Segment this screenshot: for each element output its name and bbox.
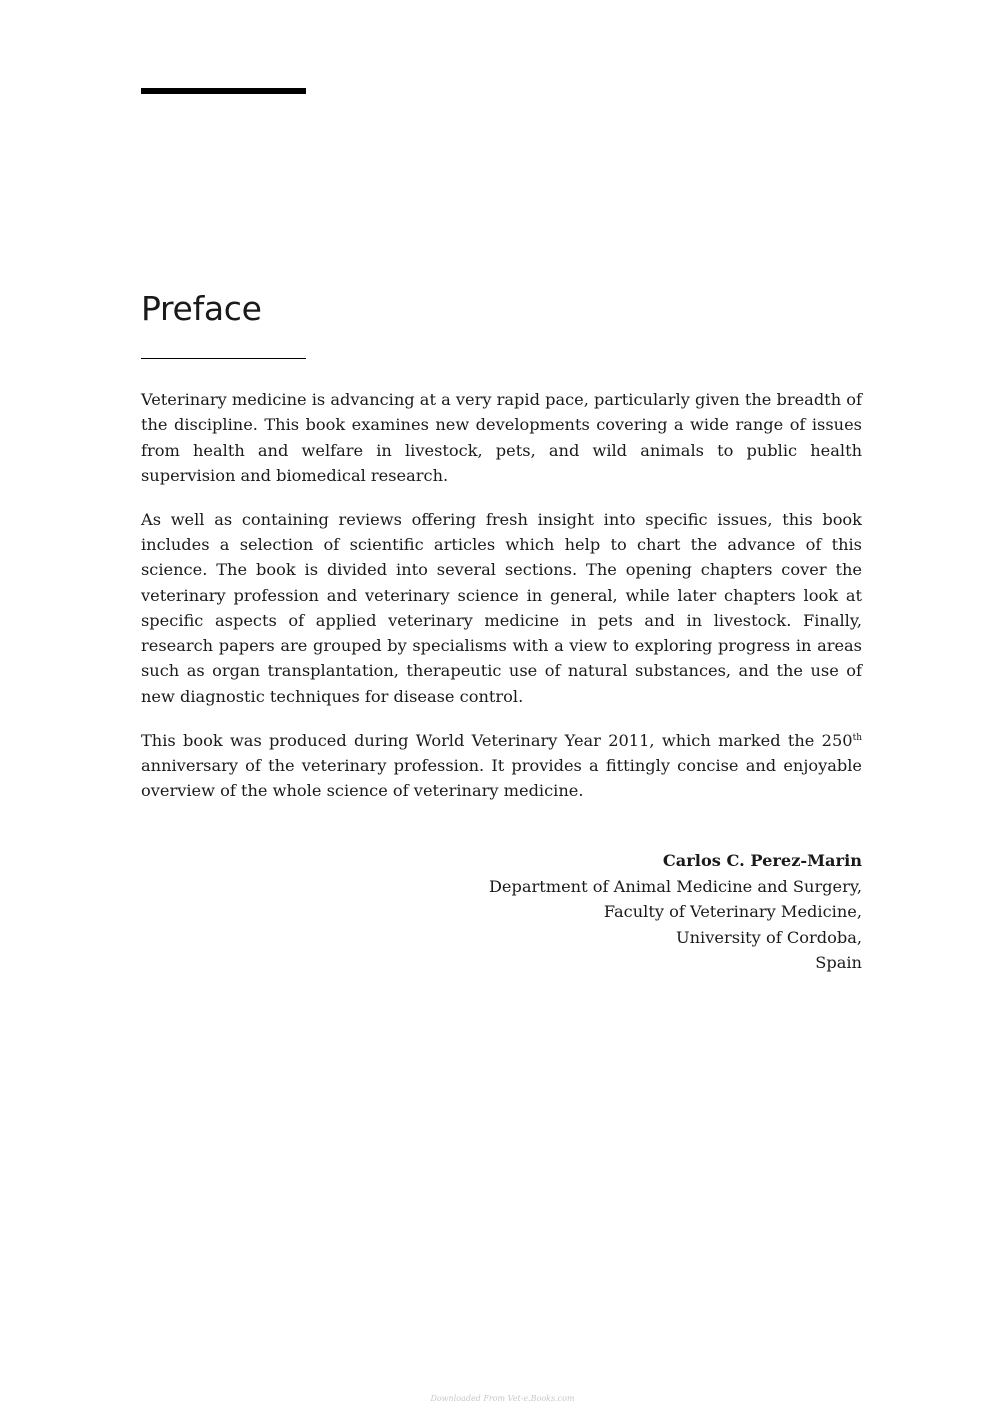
affiliation-line-country: Spain bbox=[815, 953, 862, 972]
preface-body bbox=[141, 387, 862, 822]
ordinal-superscript: th bbox=[852, 732, 862, 743]
author-name: Carlos C. Perez-Marin bbox=[662, 851, 862, 870]
signature-block bbox=[489, 848, 862, 976]
paragraph-3-text-before: This book was produced during World Veterinary Year 2011, which marked the 250 bbox=[141, 730, 853, 750]
paragraph-2: As well as containing reviews offering fresh insight into specific issues, this book includes a selection of scientific articles which help to chart the advance of this science. The book is divided into several sections. The opening chapters cover the veterinary profession and veterinary science in general, while later chapters look at specific aspects of applied veterinary medicine in pets and in livestock. Finally, research papers are grouped by specialisms with a view to exploring progress in areas such as organ transplantation, therapeutic use of natural substances, and the use of new diagnostic techniques for disease control. bbox=[141, 509, 862, 706]
paragraph-3 bbox=[141, 728, 862, 804]
download-watermark: Downloaded From Vet-e.Books.com bbox=[430, 1394, 575, 1403]
title-underline-rule bbox=[141, 358, 306, 359]
affiliation-line-department: Department of Animal Medicine and Surgery, bbox=[488, 876, 862, 896]
affiliation-line-university: University of Cordoba, bbox=[675, 927, 862, 947]
page-title: Preface bbox=[141, 289, 262, 328]
paragraph-3-text-after: anniversary of the veterinary profession. It provides a fittingly concise and enjoyable overview of the whole science of veterinary medicine. bbox=[141, 755, 862, 801]
top-decorative-rule bbox=[141, 88, 306, 94]
affiliation-line-faculty: Faculty of Veterinary Medicine, bbox=[603, 902, 862, 921]
paragraph-1: Veterinary medicine is advancing at a very rapid pace, particularly given the breadth of the discipline. This book examines new developments covering a wide range of issues from health and welfare in livestock, pets, and wild animals to public health supervision and biomedical research. bbox=[141, 390, 862, 485]
